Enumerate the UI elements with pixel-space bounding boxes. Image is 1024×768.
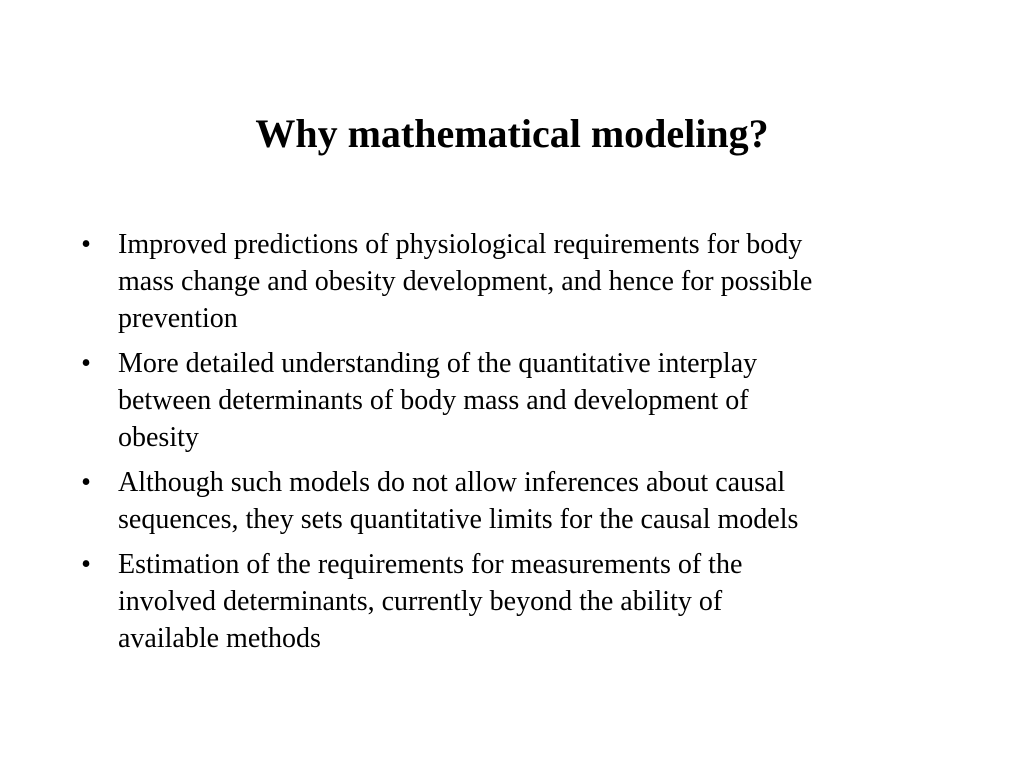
- bullet-text-line: mass change and obesity development, and hence for possible: [118, 266, 813, 297]
- bullet-item: [76, 226, 976, 337]
- bullet-marker: •: [81, 348, 91, 379]
- bullet-text-line: available methods: [118, 623, 321, 654]
- bullet-text-line: Estimation of the requirements for measurements of the: [118, 549, 743, 580]
- bullet-item: [76, 546, 976, 657]
- bullet-text-line: prevention: [118, 303, 238, 334]
- bullet-marker: •: [81, 467, 91, 498]
- bullet-text-line: Improved predictions of physiological requirements for body: [118, 229, 803, 260]
- bullet-text-line: sequences, they sets quantitative limits for the causal models: [118, 504, 799, 535]
- bullet-list: [76, 226, 976, 665]
- bullet-item: [76, 345, 976, 456]
- bullet-item: [76, 464, 976, 538]
- bullet-text-line: between determinants of body mass and development of: [118, 385, 749, 416]
- bullet-text-line: obesity: [118, 422, 199, 453]
- bullet-text-line: involved determinants, currently beyond the ability of: [118, 586, 723, 617]
- bullet-text-line: More detailed understanding of the quantitative interplay: [118, 348, 758, 379]
- bullet-text-line: Although such models do not allow inferences about causal: [118, 467, 786, 498]
- slide-title: Why mathematical modeling?: [255, 111, 769, 156]
- bullet-marker: •: [81, 229, 91, 260]
- bullet-marker: •: [81, 549, 91, 580]
